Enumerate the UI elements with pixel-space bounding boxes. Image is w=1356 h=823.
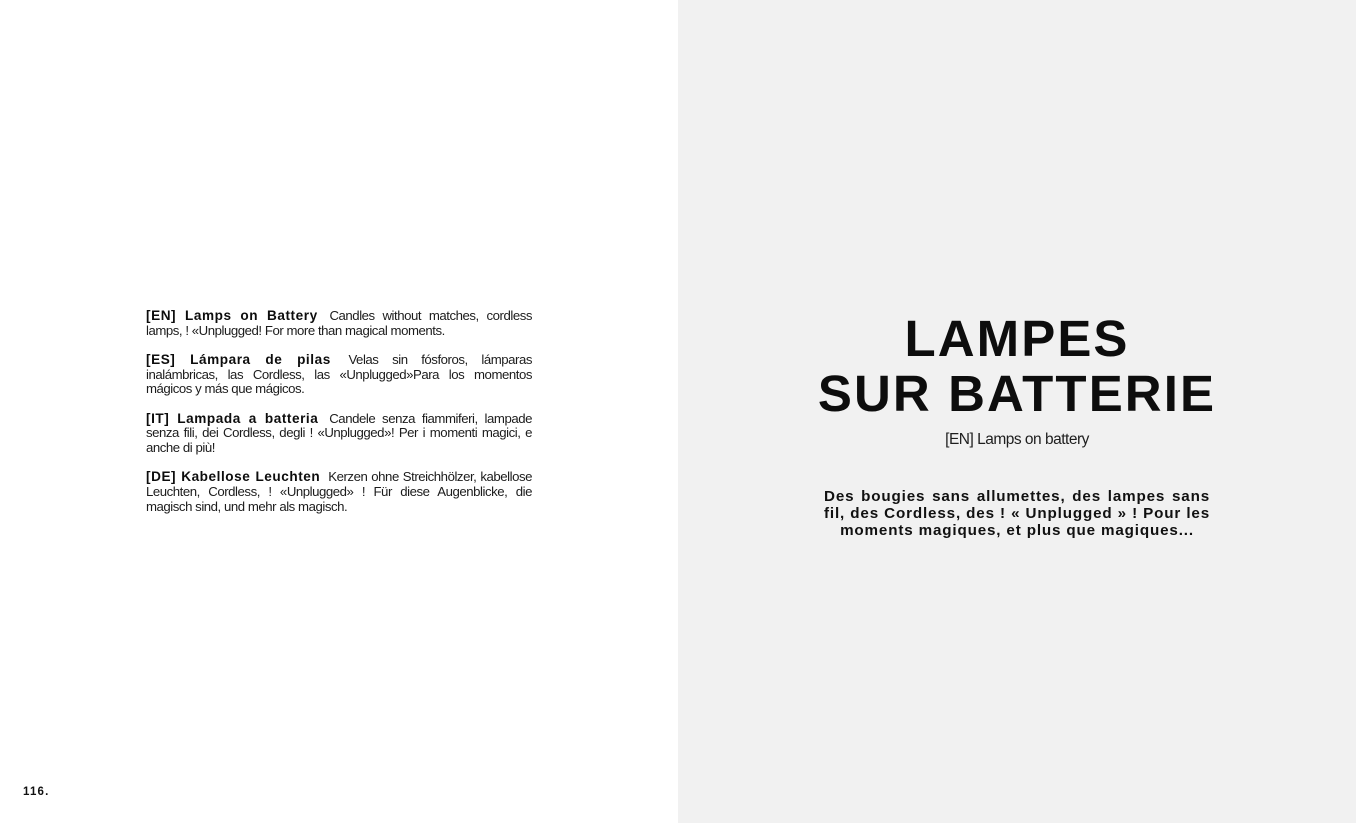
translation-heading-de: [DE] Kabellose Leuchten [146,469,321,485]
translations-column [146,309,532,529]
translation-text-en: Candles without matches, cordless lamps, ! «Unplugged! For more than magical moments. [146,308,533,338]
translation-text-it: Candele senza fiammiferi, lampade senza fili, dei Cordless, degli ! «Unplugged»! Per i momenti magici, e anche di più! [146,410,532,455]
title-line-1: LAMPES [904,310,1130,367]
intro-paragraph: Des bougies sans allumettes, des lampes sans fil, des Cordless, des ! « Unplugged » ! Pour les moments magiques, et plus que magiques... [824,488,1210,539]
translation-text-es: Velas sin fósforos, lámparas inalámbricas, las Cordless, las «Unplugged»Para los momentos mágicos y más que mágicos. [146,351,532,397]
page-title [678,311,1356,421]
translation-heading-es: [ES] Lámpara de pilas [146,351,331,367]
translation-heading-it: [IT] Lampada a batteria [146,410,319,426]
right-page [678,0,1356,823]
translation-de [146,470,532,514]
translation-text-de: Kerzen ohne Streichhölzer, kabellose Leuchten, Cordless, ! «Unplugged» ! Für diese Augenblicke, die magisch sind, und mehr als magisch. [146,469,533,514]
page-subtitle: [EN] Lamps on battery [945,431,1089,448]
title-line-2: SUR BATTERIE [817,365,1217,422]
translation-it [146,412,532,456]
translation-en [146,309,532,338]
page-number: 116. [23,786,50,798]
translation-heading-en: [EN] Lamps on Battery [146,308,318,323]
translation-es [146,353,532,397]
